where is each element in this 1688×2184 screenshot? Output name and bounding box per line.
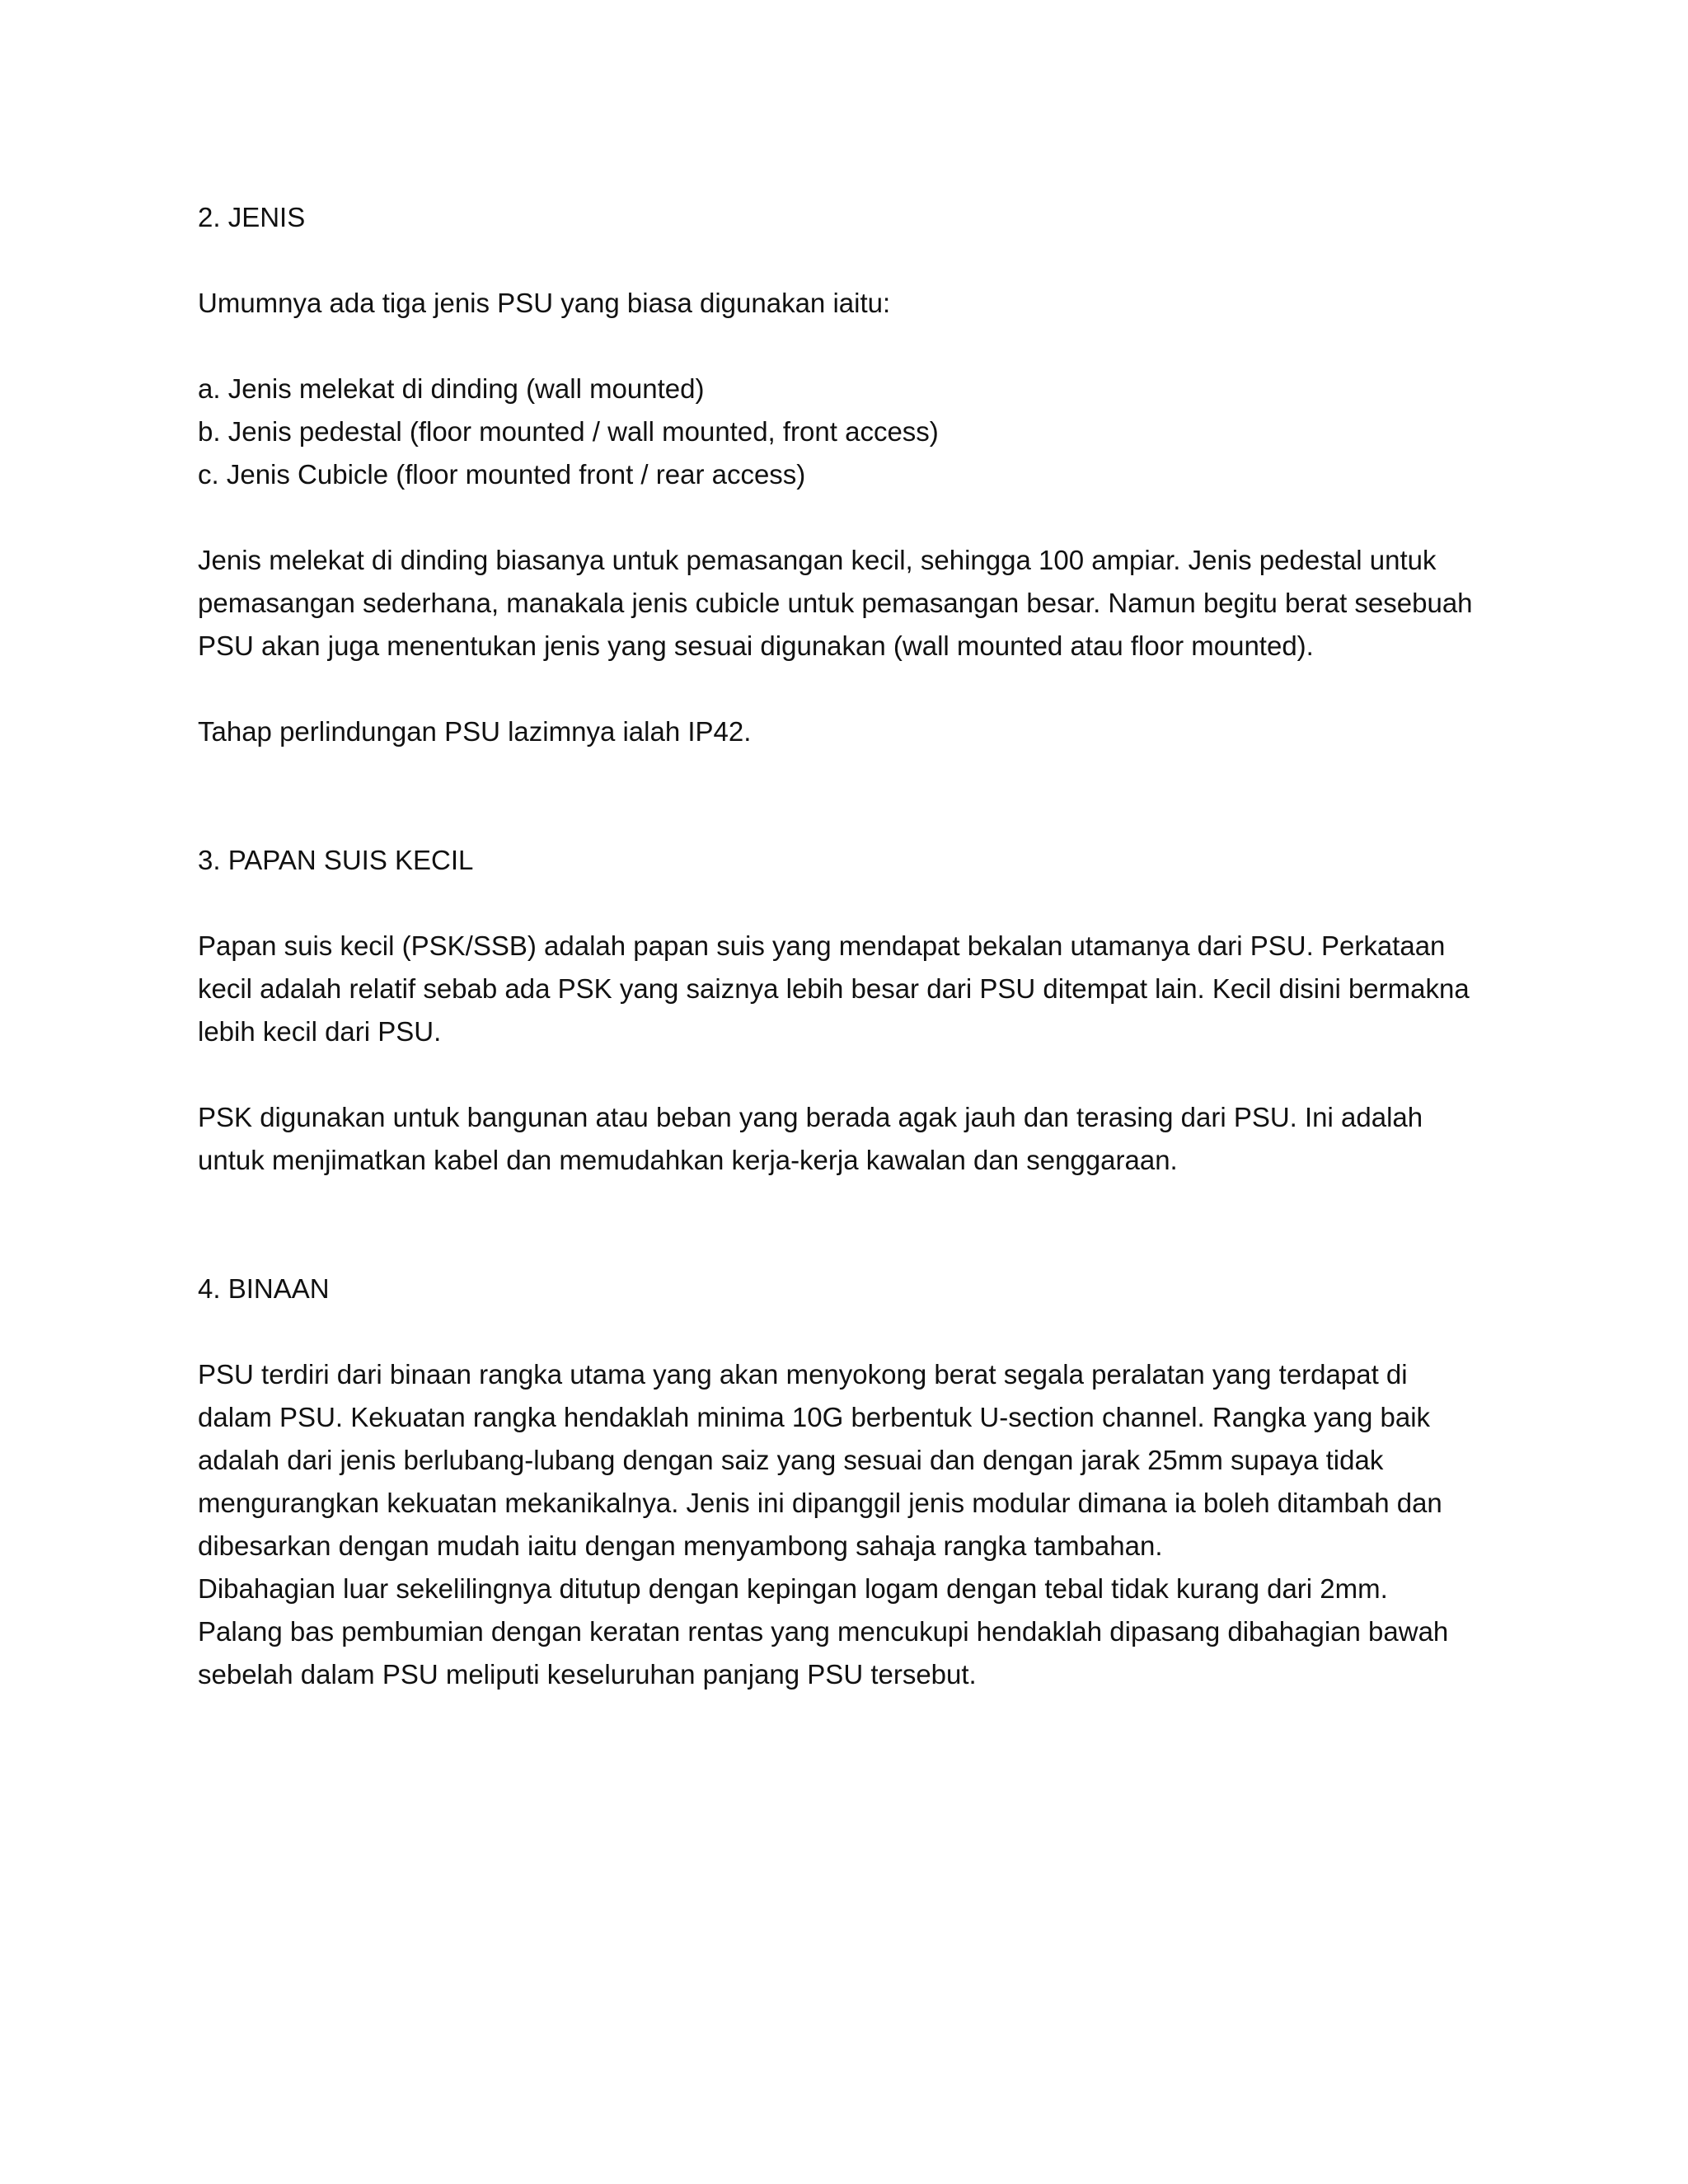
paragraph-line: Jenis melekat di dinding biasanya untuk pemasangan kecil, sehingga 100 ampiar. Jenis pedestal untuk bbox=[198, 545, 1437, 575]
paragraph-line: kecil adalah relatif sebab ada PSK yang saiznya lebih besar dari PSU ditempat lain. Kecil disini bermakna bbox=[198, 973, 1470, 1004]
paragraph-line: Papan suis kecil (PSK/SSB) adalah papan suis yang mendapat bekalan utamanya dari PSU. Perkataan bbox=[198, 930, 1446, 961]
paragraph-line: mengurangkan kekuatan mekanikalnya. Jenis ini dipanggil jenis modular dimana ia boleh ditambah dan bbox=[198, 1488, 1442, 1518]
spacer bbox=[198, 1310, 1500, 1353]
spacer bbox=[198, 239, 1500, 282]
paragraph-line: lebih kecil dari PSU. bbox=[198, 1016, 442, 1047]
paragraph-line: sebelah dalam PSU meliputi keseluruhan panjang PSU tersebut. bbox=[198, 1659, 977, 1690]
paragraph-line: PSU terdiri dari binaan rangka utama yang akan menyokong berat segala peralatan yang terdapat di bbox=[198, 1359, 1408, 1390]
section-heading-papan-suis-kecil: 3. PAPAN SUIS KECIL bbox=[198, 845, 474, 875]
paragraph-line: Tahap perlindungan PSU lazimnya ialah IP42. bbox=[198, 716, 752, 747]
list-item: b. Jenis pedestal (floor mounted / wall mounted, front access) bbox=[198, 416, 939, 447]
spacer bbox=[198, 1182, 1500, 1268]
list-item: c. Jenis Cubicle (floor mounted front / rear access) bbox=[198, 459, 806, 490]
paragraph-line: adalah dari jenis berlubang-lubang dengan saiz yang sesuai dan dengan jarak 25mm supaya tidak bbox=[198, 1445, 1384, 1475]
spacer bbox=[198, 668, 1500, 710]
paragraph-intro: Umumnya ada tiga jenis PSU yang biasa digunakan iaitu: bbox=[198, 288, 891, 318]
spacer bbox=[198, 325, 1500, 368]
list-item: a. Jenis melekat di dinding (wall mounted) bbox=[198, 373, 705, 404]
paragraph-line: pemasangan sederhana, manakala jenis cubicle untuk pemasangan besar. Namun begitu berat sesebuah bbox=[198, 588, 1473, 618]
document-page bbox=[198, 196, 1500, 1696]
spacer bbox=[198, 496, 1500, 539]
spacer bbox=[198, 882, 1500, 925]
section-heading-jenis: 2. JENIS bbox=[198, 202, 306, 232]
spacer bbox=[198, 753, 1500, 839]
paragraph-line: Palang bas pembumian dengan keratan rentas yang mencukupi hendaklah dipasang dibahagian bawah bbox=[198, 1616, 1449, 1647]
paragraph-line: Dibahagian luar sekelilingnya ditutup dengan kepingan logam dengan tebal tidak kurang dari 2mm. bbox=[198, 1573, 1388, 1604]
paragraph-line: PSK digunakan untuk bangunan atau beban yang berada agak jauh dan terasing dari PSU. Ini adalah bbox=[198, 1102, 1423, 1132]
paragraph-line: PSU akan juga menentukan jenis yang sesuai digunakan (wall mounted atau floor mounted). bbox=[198, 630, 1314, 661]
paragraph-line: untuk menjimatkan kabel dan memudahkan kerja-kerja kawalan dan senggaraan. bbox=[198, 1145, 1178, 1175]
paragraph-line: dibesarkan dengan mudah iaitu dengan menyambong sahaja rangka tambahan. bbox=[198, 1530, 1163, 1561]
spacer bbox=[198, 1053, 1500, 1096]
paragraph-line: dalam PSU. Kekuatan rangka hendaklah minima 10G berbentuk U-section channel. Rangka yang baik bbox=[198, 1402, 1431, 1432]
section-heading-binaan: 4. BINAAN bbox=[198, 1273, 330, 1304]
